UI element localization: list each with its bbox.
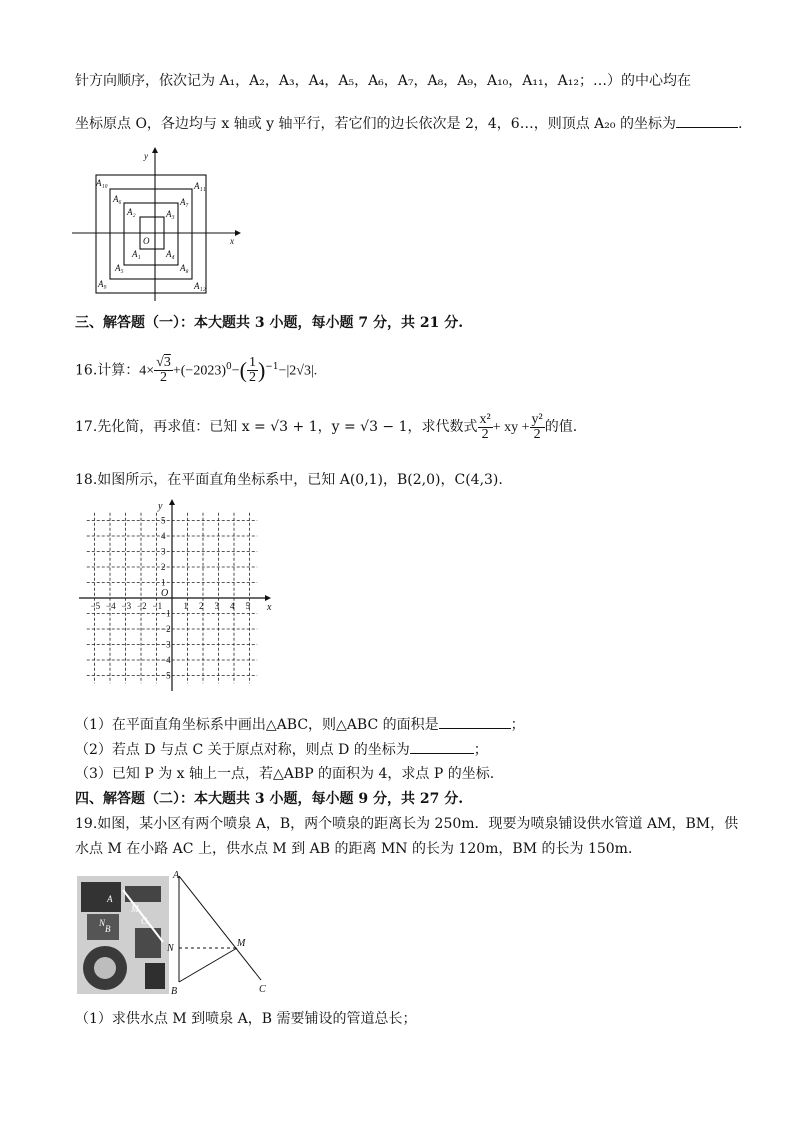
q16-sqrt: 3 — [163, 355, 171, 371]
sq-label-a11: A₁₁ — [194, 181, 206, 191]
grid-x-tick: 4 — [230, 601, 235, 611]
nested-squares-figure — [70, 147, 245, 305]
square-outer — [96, 175, 206, 293]
answer-blank-15 — [676, 113, 738, 128]
grid-x-tick: −5 — [90, 601, 101, 611]
sq-label-x: x — [230, 236, 234, 246]
question-18-text: 18.如图所示，在平面直角坐标系中，已知 A(0,1)，B(2,0)，C(4,3). — [75, 472, 503, 488]
q16-expr-d: −|2√3|. — [278, 363, 318, 379]
q16-expr-b: +(−2023) — [172, 363, 226, 379]
sq-label-a12: A₁₂ — [194, 281, 206, 291]
grid-x-arrow — [265, 595, 271, 601]
grid-y-tick: −2 — [161, 624, 171, 634]
grid-x-tick: 1 — [183, 601, 188, 611]
sq-label-a3: A₃ — [166, 209, 175, 219]
sq-label-a5: A₅ — [115, 263, 124, 273]
q16-exp0: 0 — [225, 362, 232, 372]
q17-f2-d: 2 — [533, 426, 541, 442]
q17-frac-y — [530, 413, 545, 442]
coordinate-grid-figure — [85, 500, 270, 700]
sq-label-a6: A₆ — [113, 194, 122, 204]
label-b: B — [171, 986, 178, 997]
sq-label-a2: A₂ — [127, 207, 136, 217]
photo-label-n: N — [99, 918, 106, 928]
sq-label-a4: A₄ — [166, 249, 175, 259]
q18-part-1-text: （1）在平面直角坐标系中画出△ABC，则△ABC 的面积是 — [75, 717, 439, 733]
q16-exp-neg1: −1 — [265, 362, 279, 372]
photo-label-m: M — [131, 904, 139, 914]
grid-y-tick: −4 — [161, 655, 171, 665]
grid-x-label: x — [267, 602, 272, 613]
q17-f1-d: 2 — [481, 426, 489, 442]
q19-part-1: （1）求供水点 M 到喷泉 A，B 需要铺设的管道总长； — [75, 1011, 417, 1027]
answer-blank-18-1 — [439, 714, 511, 729]
q16-frac-sqrt3-2: $\frac{√3}{2}$ — [156, 355, 171, 386]
grid-y-tick: −1 — [161, 608, 171, 619]
q18-part-2 — [75, 739, 488, 760]
grid-y-label: y — [158, 501, 163, 512]
q16-expr-c: − — [231, 363, 240, 379]
question-17 — [75, 412, 577, 448]
sq-label-a9: A₉ — [98, 279, 107, 289]
grid-x-tick: −3 — [121, 601, 132, 611]
grid-x-tick: 3 — [214, 601, 219, 611]
q18-part-2-text: （2）若点 D 与点 C 关于原点对称，则点 D 的坐标为 — [75, 742, 410, 758]
intro-line-2-text: 坐标原点 O，各边均与 x 轴或 y 轴平行，若它们的边长依次是 2，4，6…，则顶点 A₂₀ 的坐标为 — [75, 116, 676, 132]
q16-denom: 2 — [160, 370, 168, 386]
sq-label-a7: A₇ — [180, 197, 189, 207]
grid-y-tick: 1 — [161, 577, 166, 588]
q19-line-1: 19.如图，某小区有两个喷泉 A，B，两个喷泉的距离长为 250m．现要为喷泉铺设供水管道 AM，BM，供 — [75, 816, 739, 832]
grid-x-tick: −4 — [106, 601, 116, 611]
sq-label-o: O — [143, 236, 150, 246]
grid-y-arrow — [169, 499, 175, 505]
grid-y-tick: 5 — [161, 515, 166, 526]
grid-y-tick: 4 — [161, 531, 166, 541]
grid-x-tick: 2 — [199, 601, 204, 611]
q17-mid: + xy + — [492, 420, 530, 435]
fountain-figure — [75, 868, 285, 998]
q16-half-d: 2 — [248, 370, 256, 386]
q16-label: 16.计算： — [75, 362, 140, 379]
grid-y-tick: −5 — [161, 670, 171, 681]
grid-x-tick: 5 — [245, 601, 250, 611]
question-16: 16.计算：4× $\frac{√3}{2}$ $+(-2023)^0-$( $\frac{1}{2}$ )$^{-1}$−|2√3|. — [75, 355, 318, 386]
photo-label-a: A — [107, 894, 113, 904]
label-m: M — [237, 938, 246, 949]
photo-label-b: B — [105, 924, 111, 934]
q18-part-1-end: ； — [510, 717, 525, 733]
q17-frac-x — [478, 413, 493, 442]
q17-text-b: 的值. — [544, 419, 578, 435]
sq-label-a1: A₁ — [132, 249, 141, 259]
label-a: A — [173, 870, 180, 881]
grid-y-tick: −3 — [161, 639, 171, 650]
sq-label-a8: A₈ — [180, 263, 189, 273]
section-3-title: 三、解答题（一）：本大题共 3 小题，每小题 7 分，共 21 分. — [75, 315, 464, 331]
label-c: C — [259, 984, 266, 995]
q18-part-1 — [75, 714, 525, 735]
q18-part-2-end: ； — [473, 742, 488, 758]
label-n: N — [167, 943, 174, 954]
q17-f1-n: x² — [479, 411, 491, 427]
intro-line-2: 坐标原点 O，各边均与 x 轴或 y 轴平行，若它们的边长依次是 2，4，6…，则顶点 A₂₀ 的坐标为 . — [75, 113, 742, 134]
answer-blank-18-2 — [410, 739, 474, 754]
segment-ac — [179, 876, 261, 980]
q16-frac-half — [247, 356, 258, 385]
grid-x-tick: −1 — [152, 601, 163, 611]
sq-label-y: y — [144, 151, 148, 161]
grid-y-tick: 2 — [161, 562, 166, 572]
photo-label-c: C — [141, 916, 148, 926]
q16-half-n: 1 — [248, 355, 256, 371]
grid-x-tick: −2 — [137, 601, 147, 611]
q17-text-a: 17.先化简，再求值：已知 x = √3 + 1，y = √3 − 1，求代数式 — [75, 419, 478, 435]
grid-origin-label: O — [161, 588, 169, 599]
fountain-photo — [77, 876, 169, 994]
intro-line-1: 针方向顺序，依次记为 A₁，A₂，A₃，A₄，A₅，A₆，A₇，A₈，A₉，A₁₀，A₁₁，A₁₂；…）的中心均在 — [75, 73, 691, 89]
q19-line-2: 水点 M 在小路 AC 上，供水点 M 到 AB 的距离 MN 的长为 120m，BM 的长为 150m． — [75, 841, 642, 857]
q17-f2-n: y² — [531, 411, 543, 427]
segment-bm — [179, 948, 237, 982]
grid-y-tick: 3 — [161, 546, 166, 557]
q16-expr-a: 4× — [139, 363, 155, 379]
sq-label-a10: A₁₀ — [96, 178, 108, 188]
section-4-title: 四、解答题（二）：本大题共 3 小题，每小题 9 分，共 27 分. — [75, 791, 464, 807]
q18-part-3: （3）已知 P 为 x 轴上一点，若△ABP 的面积为 4，求点 P 的坐标. — [75, 766, 495, 782]
